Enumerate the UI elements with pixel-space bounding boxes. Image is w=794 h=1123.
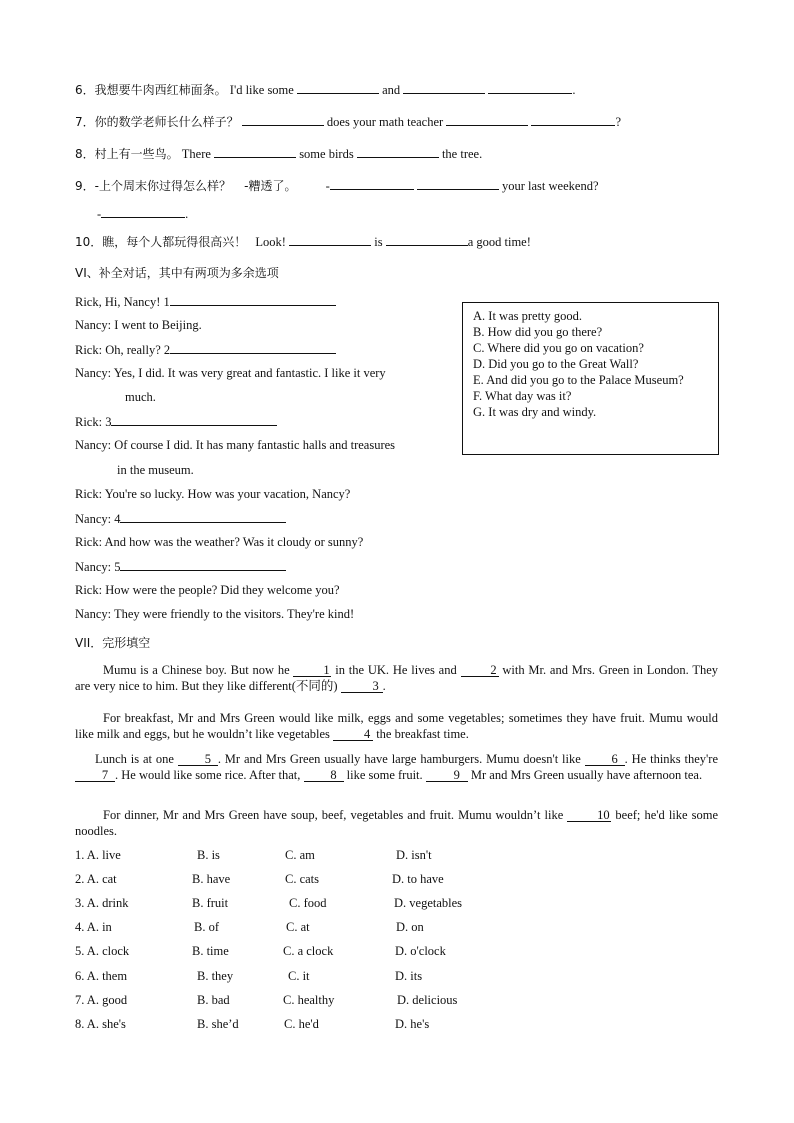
answer-blank[interactable] (330, 177, 414, 190)
answer-blank[interactable] (111, 413, 277, 426)
question-9: 9．-上个周末你过得怎么样？ -糟透了。 - your last weekend? (75, 179, 599, 193)
dialogue-options-box (462, 302, 719, 455)
section-6-title: VI、补全对话，其中有两项为多余选项 (75, 266, 279, 280)
question-6: 6．我想要牛肉西红柿面条。 I'd like some and . (75, 83, 576, 97)
answer-blank[interactable] (386, 233, 468, 246)
question-8: 8．村上有一些鸟。 There some birds the tree. (75, 147, 483, 161)
cloze-paragraph-1: Mumu is a Chinese boy. But now he 1 in the UK. He lives and 2 with Mr. and Mrs. Green in London. They are very nice to him. But they like different(不同的) 3 . (75, 663, 718, 693)
cloze-blank[interactable]: 8 (304, 769, 344, 782)
answer-blank[interactable] (214, 145, 296, 158)
cloze-paragraph-3: Lunch is at one 5 . Mr and Mrs Green usually have large hamburgers. Mumu doesn't like 6 . He thinks they're 7 . He would like some rice. After that, 8 like some fruit. 9 Mr and Mrs Green usually have afternoon tea. (75, 751, 718, 783)
dialogue-line: Nancy: They were friendly to the visitors. They're kind! (75, 607, 355, 621)
cloze-paragraph-4: For dinner, Mr and Mrs Green have soup, beef, vegetables and fruit. Mumu wouldn’t like 10 beef; he'd like some noodles. (75, 808, 719, 838)
dialogue-line: Nancy: Yes, I did. It was very great and fantastic. I like it very (75, 366, 386, 380)
cloze-blank[interactable]: 5 (178, 753, 218, 766)
answer-blank[interactable] (446, 113, 528, 126)
dialogue-line: Rick, Hi, Nancy! 1 (75, 293, 336, 310)
option-item: D. Did you go to the Great Wall? (473, 357, 639, 371)
cloze-blank[interactable]: 7 (75, 769, 115, 782)
answer-blank[interactable] (120, 558, 286, 571)
answer-blank[interactable] (242, 113, 324, 126)
cloze-blank[interactable]: 1 (293, 664, 331, 677)
answer-blank[interactable] (120, 510, 286, 523)
cloze-blank[interactable]: 6 (585, 753, 625, 766)
answer-blank[interactable] (531, 113, 615, 126)
option-item: A. It was pretty good. (473, 309, 583, 323)
option-item: G. It was dry and windy. (473, 405, 597, 419)
dialogue-line: in the museum. (117, 463, 194, 477)
option-item: E. And did you go to the Palace Museum? (473, 373, 684, 387)
cloze-blank[interactable]: 10 (567, 809, 611, 822)
answer-blank[interactable] (417, 177, 499, 190)
option-item: C. Where did you go on vacation? (473, 341, 644, 355)
dialogue-line: Nancy: 4 (75, 510, 286, 527)
option-item: B. How did you go there? (473, 325, 603, 339)
question-7: 7．你的数学老师长什么样子？ does your math teacher ? (75, 115, 621, 129)
dialogue-line: Rick: You're so lucky. How was your vacation, Nancy? (75, 487, 351, 501)
option-item: F. What day was it? (473, 389, 572, 403)
dialogue-line: Nancy: I went to Beijing. (75, 318, 202, 332)
answer-blank[interactable] (297, 81, 379, 94)
cloze-blank[interactable]: 3 (341, 680, 383, 693)
cloze-blank[interactable]: 9 (426, 769, 468, 782)
cloze-blank[interactable]: 4 (333, 728, 373, 741)
cloze-blank[interactable]: 2 (461, 664, 499, 677)
dialogue-line: much. (125, 390, 156, 404)
cloze-paragraph-2: For breakfast, Mr and Mrs Green would like milk, eggs and some vegetables; sometimes they have fruit. Mumu would like milk and eggs, but he wouldn’t like vegetables 4 the breakfast time. (75, 711, 718, 741)
answer-blank[interactable] (289, 233, 371, 246)
dialogue-line: Rick: And how was the weather? Was it cloudy or sunny? (75, 535, 364, 549)
question-10: 10．瞧，每个人都玩得很高兴！ Look! is a good time! (75, 235, 531, 249)
dialogue-line: Rick: Oh, really? 2 (75, 341, 336, 358)
answer-blank[interactable] (170, 341, 336, 354)
answer-blank[interactable] (357, 145, 439, 158)
answer-blank[interactable] (101, 205, 185, 218)
question-9-reply: - . (97, 207, 189, 221)
dialogue-line: Rick: How were the people? Did they welcome you? (75, 583, 340, 597)
answer-blank[interactable] (488, 81, 572, 94)
dialogue-line: Nancy: 5 (75, 558, 286, 575)
dialogue-line: Rick: 3 (75, 413, 277, 430)
answer-blank[interactable] (403, 81, 485, 94)
section-7-title: VII．完形填空 (75, 636, 151, 650)
dialogue-line: Nancy: Of course I did. It has many fantastic halls and treasures (75, 438, 396, 452)
answer-blank[interactable] (170, 293, 336, 306)
